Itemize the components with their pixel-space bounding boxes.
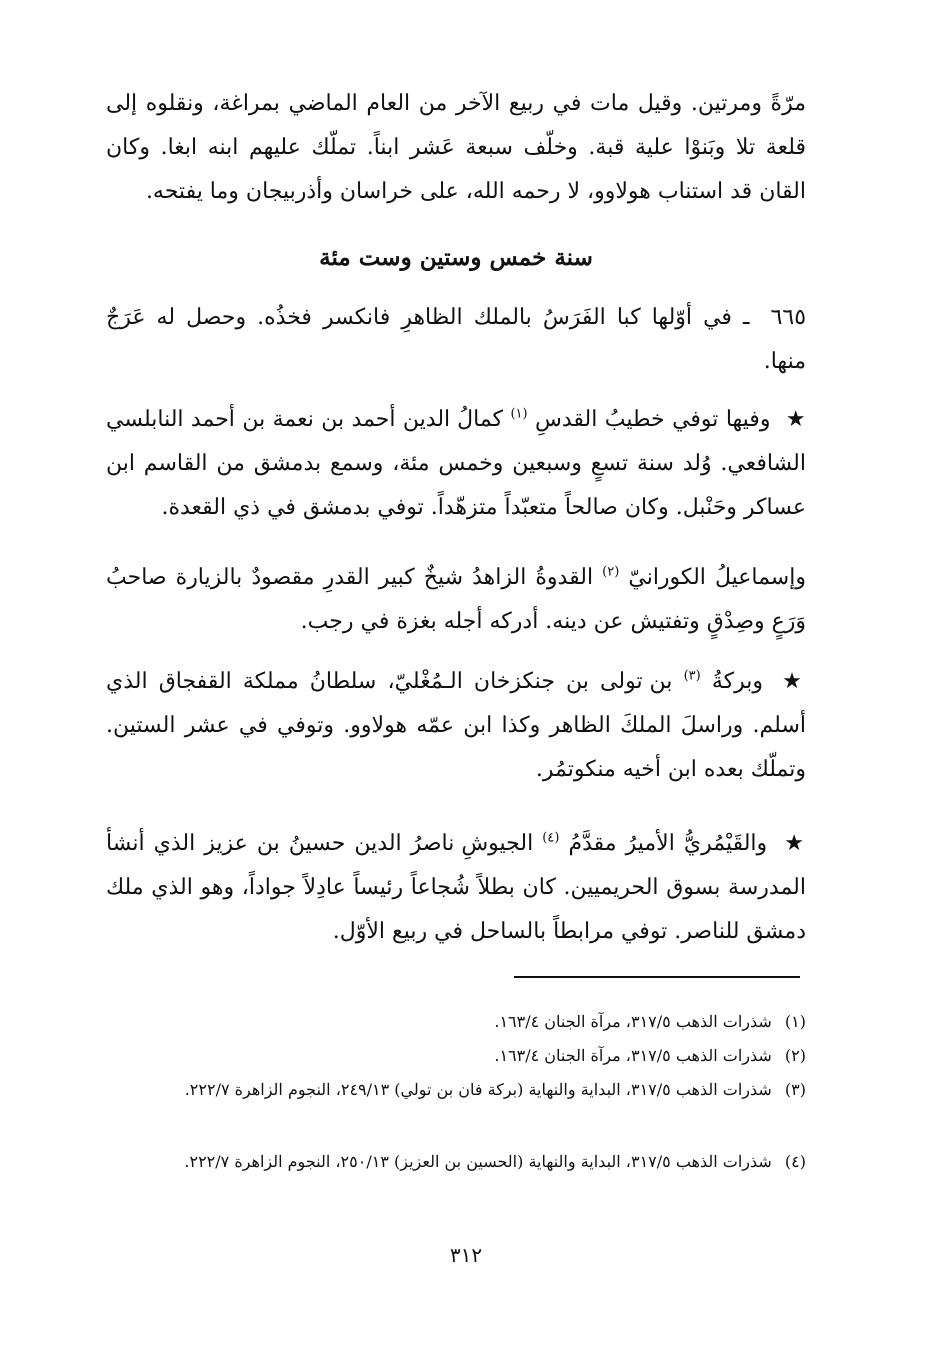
star-marker: ★: [784, 831, 806, 856]
footnote-number: (٤): [784, 1152, 806, 1171]
entry-text: القدوةُ الزاهدُ شيخٌ كبير القدرِ مقصودٌ بالزيارة صاحبُ وَرَعٍ وصِدْقٍ وتفتيش عن دينه. أدركه أجله بغزة في رجب.: [106, 565, 806, 634]
footnote-text: شذرات الذهب ٣١٧/٥، البداية والنهاية (الحسين بن العزيز) ٢٥٠/١٣، النجوم الزاهرة ٢٢٢/٧.: [184, 1152, 772, 1171]
entry-text: بن تولى بن جنكزخان الـمُغْليّ، سلطانُ مملكة القفجاق الذي أسلم. وراسلَ الملكَ الظاهر وكذا ابن عمّه هولاوو. وتوفي في عشر الستين. وتملّك بعده ابن أخيه منكوتمُر.: [106, 669, 806, 782]
entry-paragraph: [106, 822, 806, 954]
intro-line: قد استناب هولاوو، لا رحمه الله، على خراسان وأذربيجان وما يفتحه.: [145, 179, 753, 204]
entry-text: كمالُ الدين أحمد بن نعمة بن أحمد النابلسي الشافعي. وُلد سنة تسعٍ وسبعين وخمس مئة، وسمع بدمشق من القاسم ابن عساكر وحَنْبل. وكان صالحاً متعبّداً متزهّداً. توفي بدمشق في ذي القعدة.: [106, 407, 806, 520]
intro-line: تلا وبَنوْا علية قبة. وخلّف سبعة عَشر ابناً. تملّك عليهم ابنه ابغا. وكان القان: [106, 135, 806, 204]
footnote: [106, 1004, 806, 1039]
footnote-text: شذرات الذهب ٣١٧/٥، البداية والنهاية (بركة فان بن تولي) ٢٤٩/١٣، النجوم الزاهرة ٢٢٢/٧.: [184, 1080, 772, 1099]
intro-line: مرّةً ومرتين. وقيل مات في ربيع الآخر من العام الماضي بمراغة، ونقلوه إلى قلعة: [106, 91, 806, 160]
entry-text: والقَيْمُريُّ الأميرُ مقدَّمُ: [568, 831, 768, 856]
footnote: [106, 1038, 806, 1073]
intro-paragraph: [106, 82, 806, 214]
footnote-reference: (١): [510, 406, 528, 422]
footnote-reference: (٢): [602, 564, 620, 580]
entry-paragraph: [106, 660, 806, 792]
entry-paragraph: [106, 398, 806, 530]
footnote-reference: (٤): [542, 830, 560, 846]
entry-text: وبركةُ: [711, 669, 764, 694]
footnote-text: شذرات الذهب ٣١٧/٥، مرآة الجنان ١٦٣/٤.: [494, 1046, 772, 1065]
year-entry-paragraph: [106, 296, 806, 384]
year-number: ٦٦٥: [770, 305, 807, 330]
year-dash: ـ: [743, 305, 750, 330]
entry-text: وفيها توفي خطيبُ القدسِ: [535, 407, 771, 432]
entry-text: وإسماعيلُ الكورانيّ: [628, 565, 806, 590]
star-marker: ★: [785, 407, 807, 432]
footnote-number: (٢): [784, 1046, 806, 1065]
star-marker: ★: [782, 669, 807, 694]
footnote-number: (١): [784, 1012, 806, 1031]
page-number: ٣١٢: [449, 1243, 483, 1267]
entry-text: الجيوشِ ناصرُ الدين حسينُ بن عزيز الذي أنشأ المدرسة بسوق الحريميين. كان بطلاً شُجاعاً رئيساً عادِلاً جواداً، وهو الذي ملك دمشق للناصر. توفي مرابطاً بالساحل في ربيع الأوّل.: [106, 831, 806, 944]
year-entry-text: في أوّلها كبا الفَرَسُ بالملك الظاهرِ فانكسر فخذُه. وحصل له عَرَجٌ منها.: [106, 305, 806, 374]
footnote-number: (٣): [784, 1080, 806, 1099]
footnote-divider: [514, 976, 800, 978]
footnote: [106, 1144, 806, 1179]
entry-paragraph: [106, 556, 806, 644]
footnote-reference: (٣): [683, 668, 701, 684]
footnote-text: شذرات الذهب ٣١٧/٥، مرآة الجنان ١٦٣/٤.: [494, 1012, 772, 1031]
year-heading: سنة خمس وستين وست مئة: [319, 244, 593, 271]
footnote: [106, 1072, 806, 1107]
